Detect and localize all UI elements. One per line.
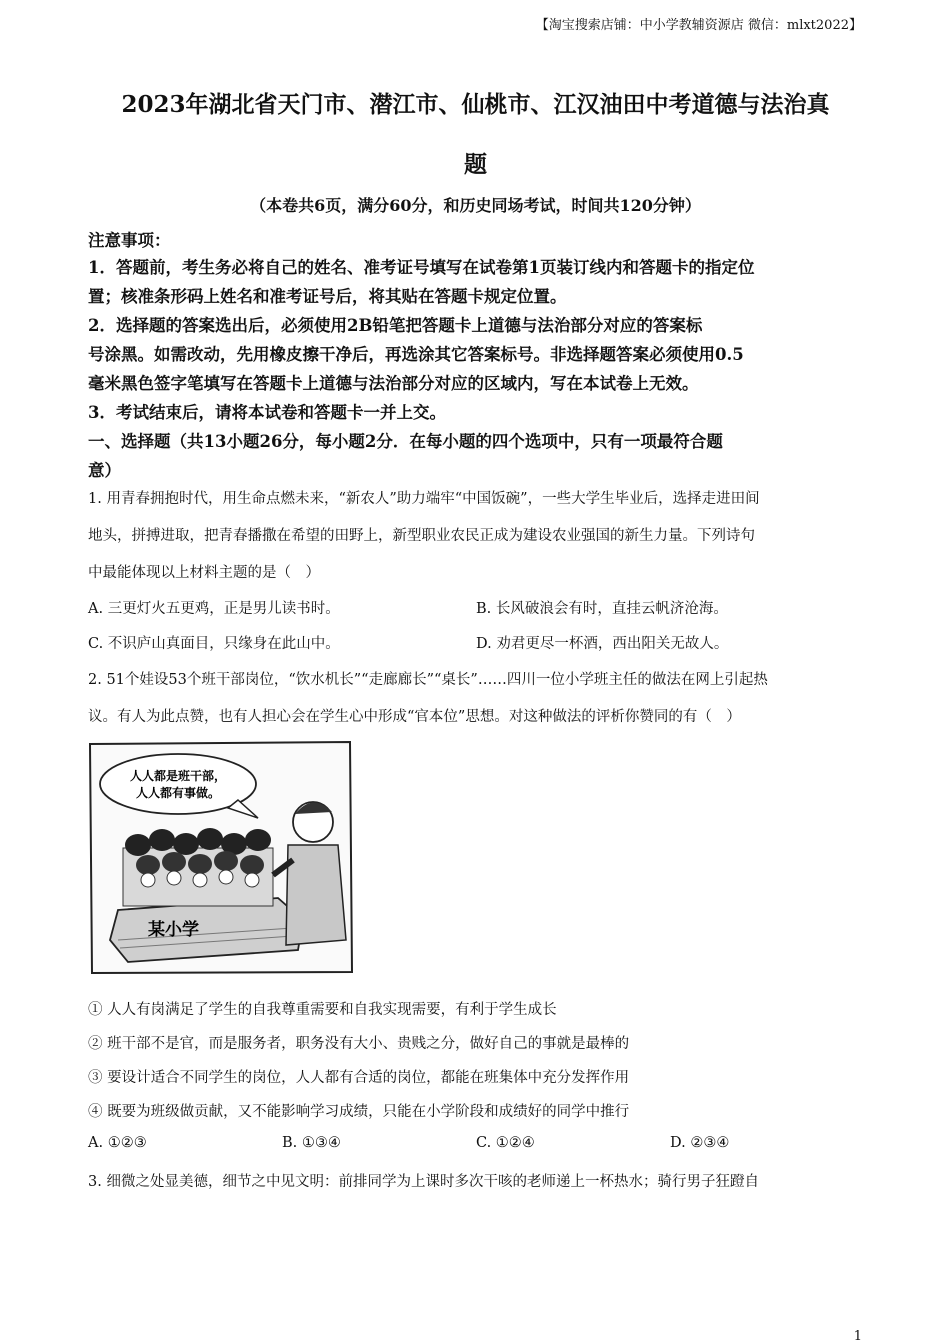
section-heading-cont: 意）	[88, 461, 121, 480]
question-1-text: 1. 用青春拥抱时代，用生命点燃未来，“新农人”助力端牢“中国饭碗”，一些大学生毕业后，选择走进田间	[88, 491, 760, 507]
question-1-text: 地头，拼搏进取，把青春播撒在希望的田野上，新型职业农民正成为建设农业强国的新生力量。下列诗句	[88, 528, 755, 544]
book-label: 某小学	[148, 920, 199, 940]
speech-bubble-text-1: 人人都是班干部，	[129, 769, 227, 783]
notice-line: 毫米黑色签字笔填写在答题卡上道德与法治部分对应的区域内，写在本试卷上无效。	[88, 374, 699, 393]
speech-bubble-text-2: 人人都有事做。	[135, 786, 221, 800]
header-note: 【淘宝搜索店铺：中小学教辅资源店 微信：mlxt2022】	[535, 18, 862, 33]
students-group	[123, 828, 273, 906]
section-heading: 一、选择题（共13小题26分，每小题2分．在每小题的四个选项中，只有一项最符合题	[88, 432, 723, 451]
q2-option-a: A. ①②③	[88, 1135, 147, 1151]
question-1-text: 中最能体现以上材料主题的是（ ）	[88, 565, 320, 581]
exam-title-line2: 题	[464, 151, 487, 178]
notice-line: 2．选择题的答案选出后，必须使用2B铅笔把答题卡上道德与法治部分对应的答案标	[88, 316, 703, 335]
q1-option-d: D. 劝君更尽一杯酒，西出阳关无故人。	[476, 636, 729, 652]
notice-line: 号涂黑。如需改动，先用橡皮擦干净后，再选涂其它答案标号。非选择题答案必须使用0.5	[88, 345, 744, 364]
cartoon-image	[88, 740, 354, 975]
q1-option-b: B. 长风破浪会有时，直挂云帆济沧海。	[476, 601, 728, 617]
question-2-text: 2. 51个娃设53个班干部岗位，“饮水机长”“走廊廊长”“桌长”……四川一位小学班主任的做法在网上引起热	[88, 672, 768, 688]
q2-statement-2: ② 班干部不是官，而是服务者，职务没有大小、贵贱之分，做好自己的事就是最棒的	[88, 1036, 630, 1052]
exam-title-line1: 2023年湖北省天门市、潜江市、仙桃市、江汉油田中考道德与法治真	[121, 91, 830, 118]
q2-statement-1: ① 人人有岗满足了学生的自我尊重需要和自我实现需要，有利于学生成长	[88, 1002, 557, 1018]
q2-option-d: D. ②③④	[670, 1135, 730, 1151]
q1-option-c: C. 不识庐山真面目，只缘身在此山中。	[88, 636, 340, 652]
notice-line: 置；核准条形码上姓名和准考证号后，将其贴在答题卡规定位置。	[88, 287, 567, 306]
q1-option-a: A. 三更灯火五更鸡，正是男儿读书时。	[88, 601, 340, 617]
q2-statement-4: ④ 既要为班级做贡献，又不能影响学习成绩，只能在小学阶段和成绩好的同学中推行	[88, 1104, 630, 1120]
exam-subtitle: （本卷共6页，满分60分，和历史同场考试，时间共120分钟）	[250, 196, 701, 215]
q2-option-b: B. ①③④	[282, 1135, 341, 1151]
q2-statement-3: ③ 要设计适合不同学生的岗位，人人都有合适的岗位，都能在班集体中充分发挥作用	[88, 1070, 630, 1086]
notice-heading: 注意事项：	[88, 231, 171, 250]
question-3-text: 3. 细微之处显美德，细节之中见文明：前排同学为上课时多次干咳的老师递上一杯热水；骑行男子狂蹬自	[88, 1174, 759, 1190]
q2-option-c: C. ①②④	[476, 1135, 535, 1151]
page-number: 1	[853, 1329, 862, 1344]
notice-line: 3．考试结束后，请将本试卷和答题卡一并上交。	[88, 403, 446, 422]
question-2-text: 议。有人为此点赞，也有人担心会在学生心中形成“官本位”思想。对这种做法的评析你赞同的有（ ）	[88, 709, 741, 725]
notice-line: 1．答题前，考生务必将自己的姓名、准考证号填写在试卷第1页装订线内和答题卡的指定位	[88, 258, 755, 277]
